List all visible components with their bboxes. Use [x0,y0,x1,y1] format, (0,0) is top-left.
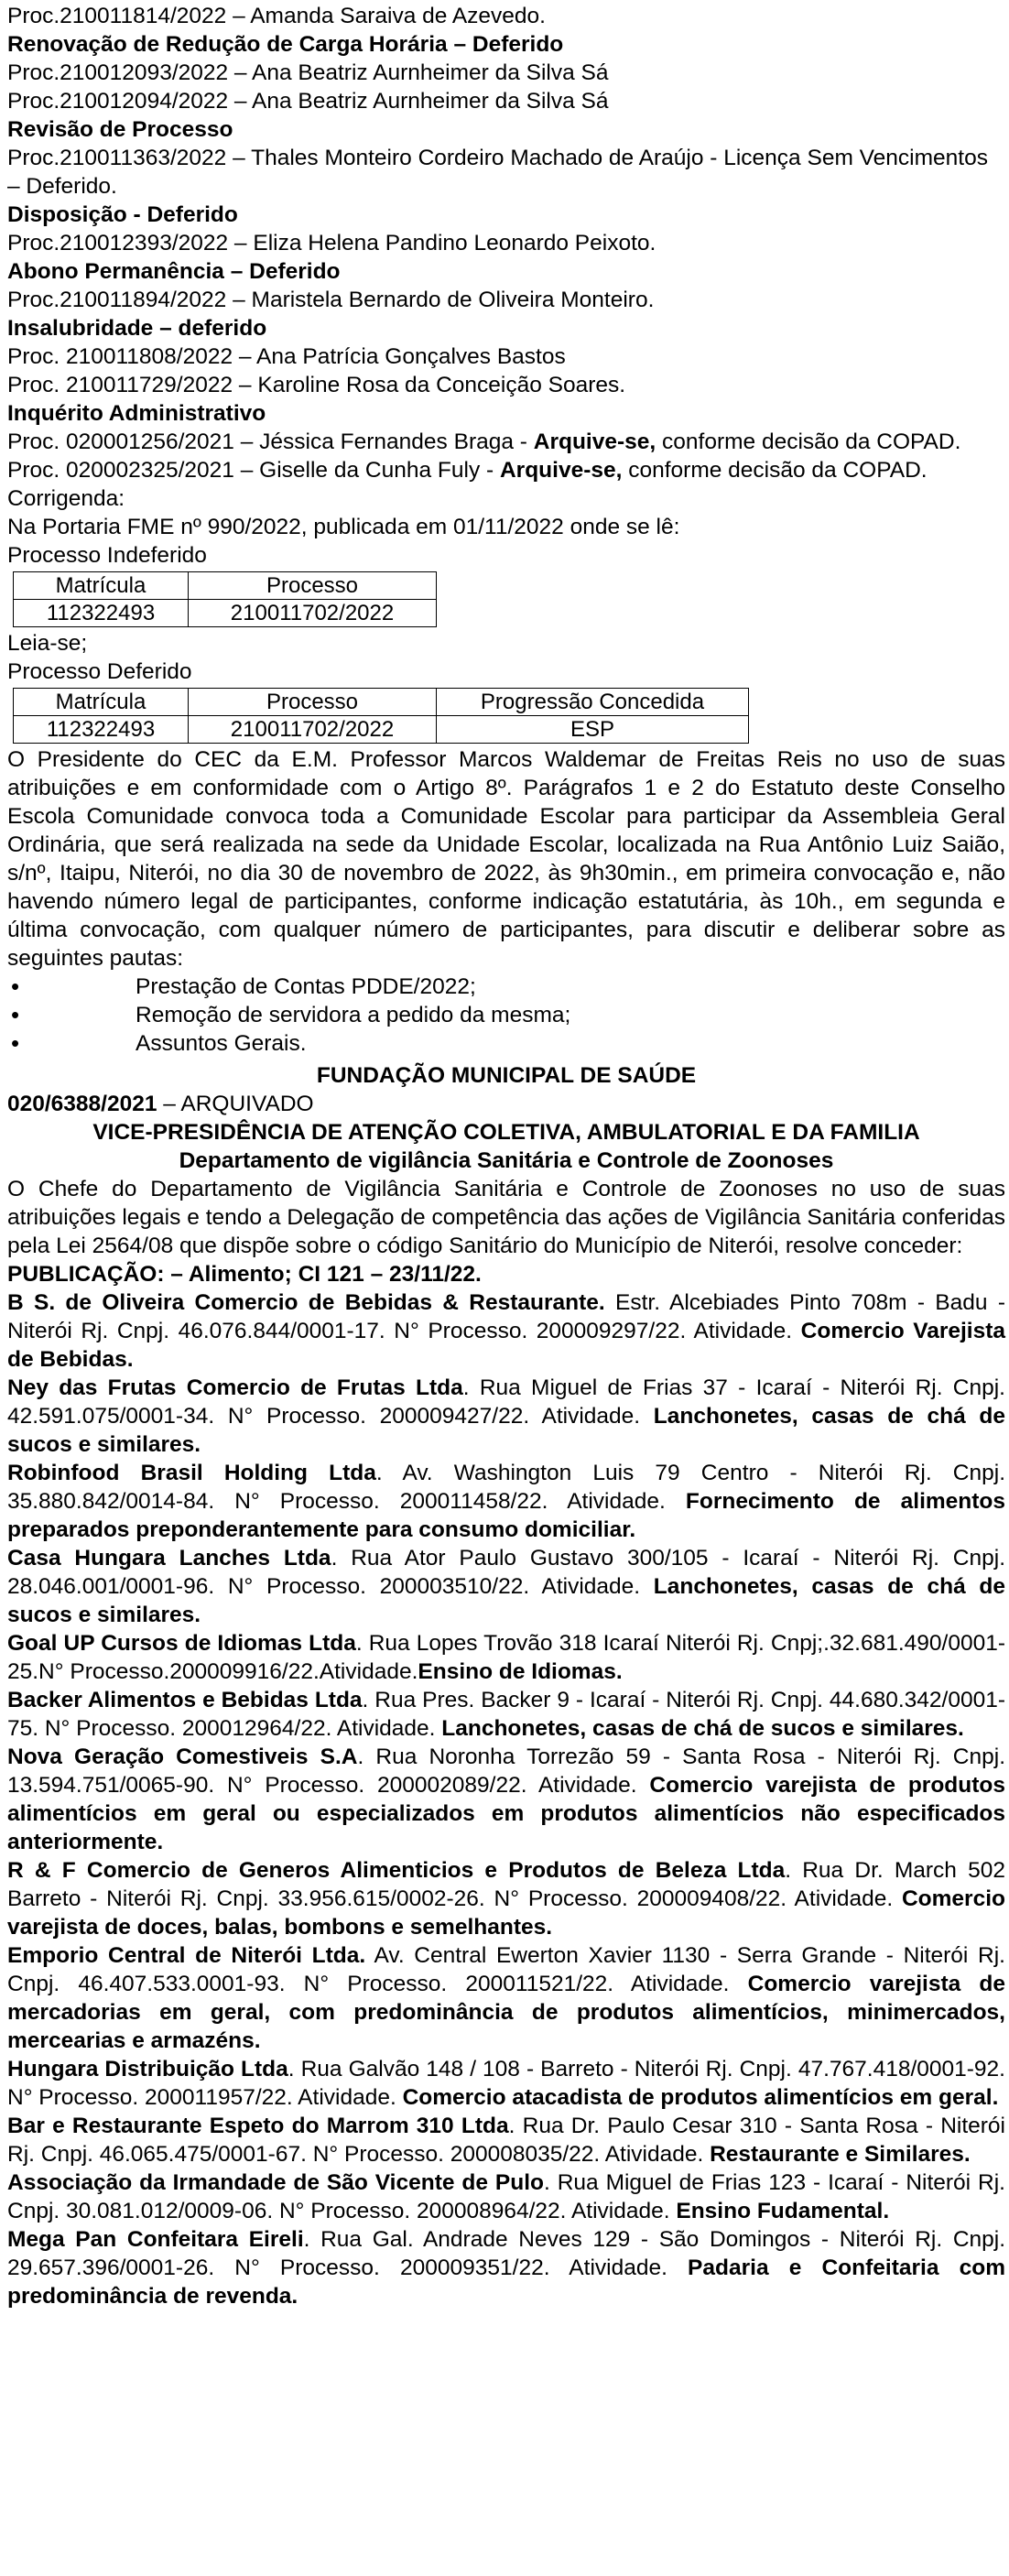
vp-heading: VICE-PRESIDÊNCIA DE ATENÇÃO COLETIVA, AMBULATORIAL E DA FAMILIA [92,1120,920,1145]
section-heading: Renovação de Redução de Carga Horária – Deferido [7,32,564,57]
license-entry: Nova Geração Comestiveis S.A. Rua Noronha Torrezão 59 - Santa Rosa - Niterói Rj. Cnpj. 13.594.751/0065-90. N° Processo. 200002089/22. Atividade. Comercio varejista de produtos alimentícios em geral ou especializados em produtos alimentícios não especificados anteriormente. [7,1745,1005,1854]
license-entry: Backer Alimentos e Bebidas Ltda. Rua Pres. Backer 9 - Icaraí - Niterói Rj. Cnpj. 44.680.342/0001-75. N° Processo. 200012964/22. Atividade. Lanchonetes, casas de chá de sucos e similares. [7,1688,1005,1741]
indeferido-table [13,571,437,627]
section-heading: Abono Permanência – Deferido [7,259,341,284]
license-entry: B S. de Oliveira Comercio de Bebidas & Restaurante. Estr. Alcebiades Pinto 708m - Badu - Niterói Rj. Cnpj. 46.076.844/0001-17. N° Processo. 200009297/22. Atividade. Comercio Varejista de Bebidas. [7,1290,1006,1372]
list-item: • Remoção de servidora a pedido da mesma; [7,1001,1005,1029]
list-item: • Prestação de Contas PDDE/2022; [7,973,1005,1001]
inquerito-line: Proc. 020002325/2021 – Giselle da Cunha Fuly - Arquive-se, conforme decisão da COPAD. [7,458,928,483]
section-heading: Disposição - Deferido [7,202,238,227]
proc-line: Proc.210011814/2022 – Amanda Saraiva de Azevedo. [7,4,546,28]
inquerito-line: Proc. 020001256/2021 – Jéssica Fernandes Braga - Arquive-se, conforme decisão da COPAD. [7,429,961,454]
proc-line: Proc.210011363/2022 – Thales Monteiro Cordeiro Machado de Araújo - Licença Sem Vencimentos – Deferido. [7,146,988,199]
license-entry: Associação da Irmandade de São Vicente de Pulo. Rua Miguel de Frias 123 - Icaraí - Niterói Rj. Cnpj. 30.081.012/0009-06. N° Processo. 200008964/22. Atividade. Ensino Fudamental. [7,2170,1005,2223]
table-header-row: Matrícula Processo Progressão Concedida [14,689,749,716]
section-heading: Revisão de Processo [7,117,233,142]
table-row: 112322493 210011702/2022 ESP [14,716,749,744]
corrigenda-title: Corrigenda: [7,486,125,511]
arquivado-line: 020/6388/2021 – ARQUIVADO [7,1092,314,1116]
license-entry: R & F Comercio de Generos Alimenticios e Produtos de Beleza Ltda. Rua Dr. March 502 Barreto - Niterói Rj. Cnpj. 33.956.615/0002-26. N° Processo. 200009408/22. Atividade. Comercio varejista de doces, balas, bombons e semelhantes. [7,1858,1005,1940]
dept-heading: Departamento de vigilância Sanitária e Controle de Zoonoses [179,1148,834,1173]
proc-line: Proc. 210011808/2022 – Ana Patrícia Gonçalves Bastos [7,344,566,369]
proc-line: Proc.210012093/2022 – Ana Beatriz Aurnheimer da Silva Sá [7,60,609,85]
table-label: Processo Indeferido [7,543,207,568]
table-label: Processo Deferido [7,659,192,684]
proc-line: Proc.210011894/2022 – Maristela Bernardo de Oliveira Monteiro. [7,288,655,312]
fms-intro: O Chefe do Departamento de Vigilância Sanitária e Controle de Zoonoses no uso de suas atribuições legais e tendo a Delegação de competência das ações de Vigilância Sanitária conferidas pela Lei 2564/08 que dispõe sobre o código Sanitário do Município de Niterói, resolve conceder: [7,1177,1005,1258]
proc-line: Proc.210012393/2022 – Eliza Helena Pandino Leonardo Peixoto. [7,231,656,255]
proc-line: Proc.210012094/2022 – Ana Beatriz Aurnheimer da Silva Sá [7,89,609,114]
deferido-table [13,688,749,744]
license-entry: Casa Hungara Lanches Ltda. Rua Ator Paulo Gustavo 300/105 - Icaraí - Niterói Rj. Cnpj. 28.046.001/0001-96. N° Processo. 200003510/22. Atividade. Lanchonetes, casas de chá de sucos e similares. [7,1546,1006,1627]
license-entry: Hungara Distribuição Ltda. Rua Galvão 148 / 108 - Barreto - Niterói Rj. Cnpj. 47.767.418/0001-92. N° Processo. 200011957/22. Atividade. Comercio atacadista de produtos alimentícios em geral. [7,2057,1005,2110]
license-entry: Mega Pan Confeitara Eireli. Rua Gal. Andrade Neves 129 - São Domingos - Niterói Rj. Cnpj. 29.657.396/0001-26. N° Processo. 200009351/22. Atividade. Padaria e Confeitaria com predominância de revenda. [7,2227,1006,2309]
proc-line: Proc. 210011729/2022 – Karoline Rosa da Conceição Soares. [7,373,626,397]
cec-paragraph: O Presidente do CEC da E.M. Professor Marcos Waldemar de Freitas Reis no uso de suas atribuições e em conformidade com o Artigo 8º. Parágrafos 1 e 2 do Estatuto deste Conselho Escola Comunidade convoca toda a Comunidade Escolar para participar da Assembleia Geral Ordinária, que será realizada na sede da Unidade Escolar, localizada na Rua Antônio Luiz Saião, s/nº, Itaipu, Niterói, no dia 30 de novembro de 2022, às 9h30min., em primeira convocação e, não havendo número legal de participantes, conforme indicação estatutária, às 10h., em segunda e última convocação, com qualquer número de participantes, para discutir e deliberar sobre as seguintes pautas: [7,747,1005,971]
table-header-row: Matrícula Processo [14,572,437,600]
section-heading: Inquérito Administrativo [7,401,266,426]
publicacao-line: PUBLICAÇÃO: – Alimento; CI 121 – 23/11/22. [7,1262,482,1287]
fms-heading: FUNDAÇÃO MUNICIPAL DE SAÚDE [316,1063,697,1088]
table-row: 112322493 210011702/2022 [14,600,437,627]
list-item: • Assuntos Gerais. [7,1029,1005,1058]
license-entry: Bar e Restaurante Espeto do Marrom 310 Ltda. Rua Dr. Paulo Cesar 310 - Santa Rosa - Niterói Rj. Cnpj. 46.065.475/0001-67. N° Processo. 200008035/22. Atividade. Restaurante e Similares. [7,2114,1006,2167]
agenda-list [7,973,1005,1058]
license-entry: Ney das Frutas Comercio de Frutas Ltda. Rua Miguel de Frias 37 - Icaraí - Niterói Rj. Cnpj. 42.591.075/0001-34. N° Processo. 200009427/22. Atividade. Lanchonetes, casas de chá de sucos e similares. [7,1375,1005,1457]
corrigenda-intro: Na Portaria FME nº 990/2022, publicada em 01/11/2022 onde se lê: [7,515,680,539]
leia-se: Leia-se; [7,631,88,656]
license-entry: Emporio Central de Niterói Ltda. Av. Central Ewerton Xavier 1130 - Serra Grande - Niterói Rj. Cnpj. 46.407.533.0001-93. N° Processo. 200011521/22. Atividade. Comercio varejista de mercadorias em geral, com predominância de produtos alimentícios, minimercados, mercearias e armazéns. [7,1943,1005,2053]
license-entry: Goal UP Cursos de Idiomas Ltda. Rua Lopes Trovão 318 Icaraí Niterói Rj. Cnpj;.32.681.490/0001-25.N° Processo.200009916/22.Atividade.Ensino de Idiomas. [7,1631,1005,1684]
section-heading: Insalubridade – deferido [7,316,267,341]
license-entry: Robinfood Brasil Holding Ltda. Av. Washington Luis 79 Centro - Niterói Rj. Cnpj. 35.880.842/0014-84. N° Processo. 200011458/22. Atividade. Fornecimento de alimentos preparados preponderantemente para consumo domiciliar. [7,1461,1005,1542]
